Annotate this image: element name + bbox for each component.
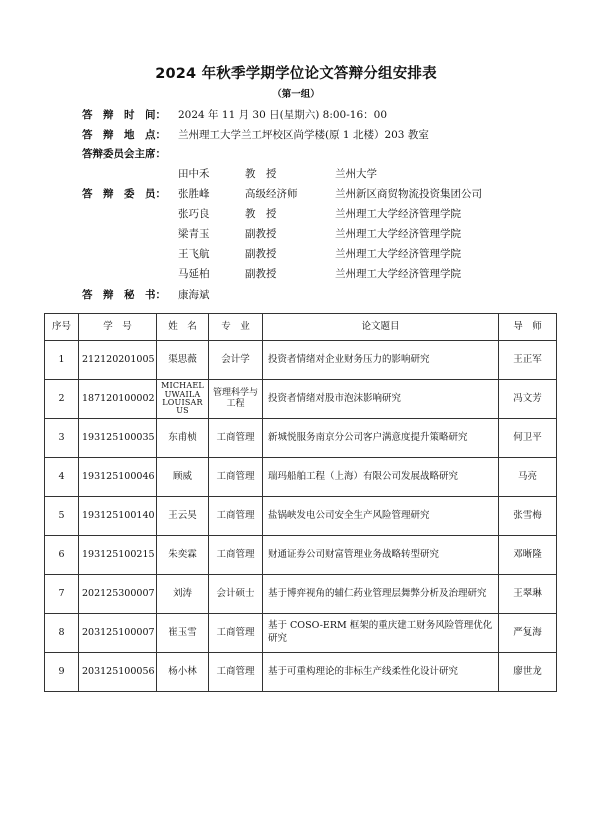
cell-advisor: 邓晰隆 xyxy=(499,536,557,575)
committee-member-name: 梁青玉 xyxy=(178,228,210,240)
cell-topic: 新城悦服务南京分公司客户满意度提升策略研究 xyxy=(263,419,499,458)
secretary-label: 答 辩 秘 书： xyxy=(82,289,166,301)
cell-name: 崔玉雪 xyxy=(157,614,209,653)
cell-major: 工商管理 xyxy=(209,419,263,458)
committee-member-title: 教 授 xyxy=(245,168,277,180)
secretary-row xyxy=(82,287,210,302)
page-title: 2024 年秋季学期学位论文答辩分组安排表 xyxy=(155,66,437,82)
committee-member-name: 张胜峰 xyxy=(178,188,210,200)
defense-time-label: 答 辩 时 间： xyxy=(82,109,166,121)
cell-no: 3 xyxy=(45,419,79,458)
cell-topic: 瑞玛船舶工程（上海）有限公司发展战略研究 xyxy=(263,458,499,497)
col-header-id: 学 号 xyxy=(79,314,157,341)
committee-member-name: 田中禾 xyxy=(178,168,210,180)
schedule-table xyxy=(44,313,557,692)
committee-member-org: 兰州理工大学经济管理学院 xyxy=(335,228,461,240)
committee-member-org: 兰州大学 xyxy=(335,168,377,180)
col-header-advisor: 导 师 xyxy=(499,314,557,341)
table-row xyxy=(45,419,557,458)
table-header-row xyxy=(45,314,557,341)
cell-name: 刘涛 xyxy=(157,575,209,614)
cell-advisor: 冯文芳 xyxy=(499,380,557,419)
col-header-no: 序号 xyxy=(45,314,79,341)
cell-topic: 基于 COSO-ERM 框架的重庆建工财务风险管理优化研究 xyxy=(263,614,499,653)
committee-member-name: 马延柏 xyxy=(178,268,210,280)
cell-id: 203125100056 xyxy=(79,653,157,692)
defense-place-value: 兰州理工大学兰工坪校区尚学楼(原 1 北楼）203 教室 xyxy=(178,129,429,141)
committee-members-label: 答 辩 委 员： xyxy=(82,188,166,200)
cell-major: 工商管理 xyxy=(209,497,263,536)
cell-name: 渠思薇 xyxy=(157,341,209,380)
table-row xyxy=(45,653,557,692)
table-row xyxy=(45,380,557,419)
cell-no: 2 xyxy=(45,380,79,419)
cell-no: 1 xyxy=(45,341,79,380)
cell-name: 杨小林 xyxy=(157,653,209,692)
cell-id: 193125100140 xyxy=(79,497,157,536)
col-header-major: 专 业 xyxy=(209,314,263,341)
committee-member-title: 副教授 xyxy=(245,248,277,260)
committee-member-org: 兰州理工大学经济管理学院 xyxy=(335,248,461,260)
table-row xyxy=(45,536,557,575)
committee-member-title: 副教授 xyxy=(245,228,277,240)
col-header-topic: 论文题目 xyxy=(263,314,499,341)
table-row xyxy=(45,341,557,380)
defense-place-label: 答 辩 地 点： xyxy=(82,129,166,141)
cell-no: 5 xyxy=(45,497,79,536)
defense-place-row xyxy=(82,127,429,142)
cell-no: 6 xyxy=(45,536,79,575)
committee-member-org: 兰州理工大学经济管理学院 xyxy=(335,208,461,220)
cell-advisor: 马亮 xyxy=(499,458,557,497)
cell-topic: 盐锅峡发电公司安全生产风险管理研究 xyxy=(263,497,499,536)
table-row xyxy=(45,497,557,536)
cell-major: 会计硕士 xyxy=(209,575,263,614)
cell-no: 4 xyxy=(45,458,79,497)
cell-major: 管理科学与工程 xyxy=(209,380,263,419)
cell-major: 工商管理 xyxy=(209,536,263,575)
cell-topic: 投资者情绪对股市泡沫影响研究 xyxy=(263,380,499,419)
cell-major: 工商管理 xyxy=(209,653,263,692)
cell-id: 187120100002 xyxy=(79,380,157,419)
cell-advisor: 王正军 xyxy=(499,341,557,380)
cell-id: 212120201005 xyxy=(79,341,157,380)
committee-member-name: 张巧良 xyxy=(178,208,210,220)
cell-id: 203125100007 xyxy=(79,614,157,653)
secretary-value: 康海斌 xyxy=(178,289,210,301)
cell-no: 7 xyxy=(45,575,79,614)
committee-member-title: 副教授 xyxy=(245,268,277,280)
table-row xyxy=(45,614,557,653)
cell-topic: 投资者情绪对企业财务压力的影响研究 xyxy=(263,341,499,380)
cell-advisor: 张雪梅 xyxy=(499,497,557,536)
cell-name: 顾威 xyxy=(157,458,209,497)
committee-member-name: 王飞航 xyxy=(178,248,210,260)
cell-advisor: 廖世龙 xyxy=(499,653,557,692)
table-row xyxy=(45,458,557,497)
cell-topic: 基于博弈视角的辅仁药业管理层舞弊分析及治理研究 xyxy=(263,575,499,614)
cell-advisor: 何卫平 xyxy=(499,419,557,458)
cell-id: 193125100035 xyxy=(79,419,157,458)
col-header-name: 姓 名 xyxy=(157,314,209,341)
cell-name: 王云昊 xyxy=(157,497,209,536)
cell-no: 9 xyxy=(45,653,79,692)
defense-time-row xyxy=(82,107,387,122)
committee-member-org: 兰州理工大学经济管理学院 xyxy=(335,268,461,280)
table-row xyxy=(45,575,557,614)
group-subtitle: （第一组） xyxy=(272,89,320,100)
cell-advisor: 王翠琳 xyxy=(499,575,557,614)
cell-id: 193125100215 xyxy=(79,536,157,575)
committee-chair-label: 答辩委员会主席： xyxy=(82,148,166,160)
cell-name: 东甫桢 xyxy=(157,419,209,458)
cell-major: 会计学 xyxy=(209,341,263,380)
committee-member-org: 兰州新区商贸物流投资集团公司 xyxy=(335,188,482,200)
defense-time-value: 2024 年 11 月 30 日(星期六) 8:00-16：00 xyxy=(178,109,388,121)
committee-member-title: 高级经济师 xyxy=(245,188,298,200)
cell-name: MICHAEL UWAILA LOUISAR US xyxy=(157,380,209,419)
cell-no: 8 xyxy=(45,614,79,653)
cell-name: 朱奕霖 xyxy=(157,536,209,575)
cell-id: 193125100046 xyxy=(79,458,157,497)
cell-topic: 基于可重构理论的非标生产线柔性化设计研究 xyxy=(263,653,499,692)
cell-major: 工商管理 xyxy=(209,614,263,653)
cell-major: 工商管理 xyxy=(209,458,263,497)
cell-topic: 财通证券公司财富管理业务战略转型研究 xyxy=(263,536,499,575)
committee-member-title: 教 授 xyxy=(245,208,277,220)
cell-id: 202125300007 xyxy=(79,575,157,614)
cell-advisor: 严复海 xyxy=(499,614,557,653)
